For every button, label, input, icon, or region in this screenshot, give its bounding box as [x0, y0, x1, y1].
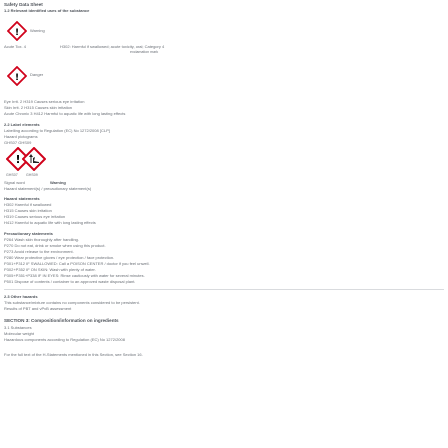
hazard-statement: H302: Harmful if swallowed; acute toxicity, oral; Category 4	[60, 44, 165, 49]
section-3-line-1: 3.1 Substances	[4, 325, 32, 330]
pictogram-pair-label-right: GHS09	[26, 173, 38, 177]
signal-word-label: Signal word	[4, 180, 25, 185]
precautionary-item: P301+P312 IF SWALLOWED: Call a POISON CENTER / doctor if you feel unwell.	[4, 261, 150, 266]
hazard-statement-item: H412 Harmful to aquatic life with long lasting effects	[4, 220, 96, 225]
section-2-2-line-1: Labelling according to Regulation (EC) No 1272/2008 [CLP]	[4, 128, 110, 133]
precautionary-item: P270 Do not eat, drink or smoke when using this product.	[4, 243, 106, 248]
exclamation-mark-icon	[7, 21, 27, 41]
classification-line-1: Eye Irrit. 2 H319 Causes serious eye irritation	[4, 99, 85, 104]
precautionary-item: P280 Wear protective gloves / eye protection / face protection.	[4, 255, 115, 260]
section-2-3-heading: 2.3 Other hazards	[4, 294, 38, 299]
environment-icon	[22, 147, 46, 171]
classification-line-3: Acute Chronic 3 H412 Harmful to aquatic life with long lasting effects	[4, 111, 126, 116]
divider	[4, 289, 444, 290]
hazard-statement-item: H315 Causes skin irritation	[4, 208, 52, 213]
section-2-2-line-2: Hazard pictograms	[4, 134, 38, 139]
precautionary-heading: Precautionary statements	[4, 231, 53, 236]
hazard-sub: exclamation mark	[130, 50, 159, 54]
svg-text:!: !	[14, 28, 20, 38]
section-2-3-line-2: Results of PBT and vPvB assessment	[4, 306, 72, 311]
section-2-2-line-3: GHS07 GHS09	[4, 140, 32, 145]
section-2-2-heading: 2.2 Label elements	[4, 122, 40, 127]
footer-note: For the full text of the H-Statements mentioned in this Section, see Section 16.	[4, 352, 143, 357]
pictogram-mid-label: Danger	[30, 72, 44, 77]
precautionary-item: P302+P352 IF ON SKIN: Wash with plenty of water.	[4, 267, 96, 272]
classification-line-2: Skin Irrit. 2 H315 Causes skin irritation	[4, 105, 73, 110]
precautionary-item: P264 Wash skin thoroughly after handling.	[4, 237, 80, 242]
pictogram-top-signal: Warning	[30, 28, 45, 33]
svg-text:!: !	[14, 73, 20, 83]
hazard-statement-item: H319 Causes serious eye irritation	[4, 214, 66, 219]
doc-subtitle: 1.2 Relevant identified uses of the substance	[4, 8, 90, 13]
section-2-3-line-1: This substance/mixture contains no components considered to be persistent.	[4, 300, 140, 305]
signal-word-value: Warning	[50, 180, 66, 185]
hazard-class-code: Acute Tox. 4	[4, 44, 26, 49]
section-3-line-3: Hazardous components according to Regulation (EC) No 1272/2008	[4, 337, 125, 342]
doc-title: Safety Data Sheet	[4, 2, 43, 7]
precautionary-item: P273 Avoid release to the environment.	[4, 249, 74, 254]
hazard-statements-heading: Hazard statements	[4, 196, 40, 201]
section-3-heading: SECTION 3: Composition/information on ingredients	[4, 318, 119, 323]
signal-note: Hazard statement(s) / precautionary statement(s)	[4, 186, 92, 191]
exclamation-mark-icon	[7, 66, 27, 86]
svg-text:!: !	[15, 153, 21, 166]
precautionary-item: P305+P351+P338 IF IN EYES: Rinse cautiously with water for several minutes.	[4, 273, 145, 278]
hazard-statement-item: H302 Harmful if swallowed	[4, 202, 52, 207]
section-3-line-2: Molecular weight	[4, 331, 35, 336]
precautionary-item: P501 Dispose of contents / container to an approved waste disposal plant.	[4, 279, 136, 284]
pictogram-pair-label-left: GHS07	[6, 173, 18, 177]
